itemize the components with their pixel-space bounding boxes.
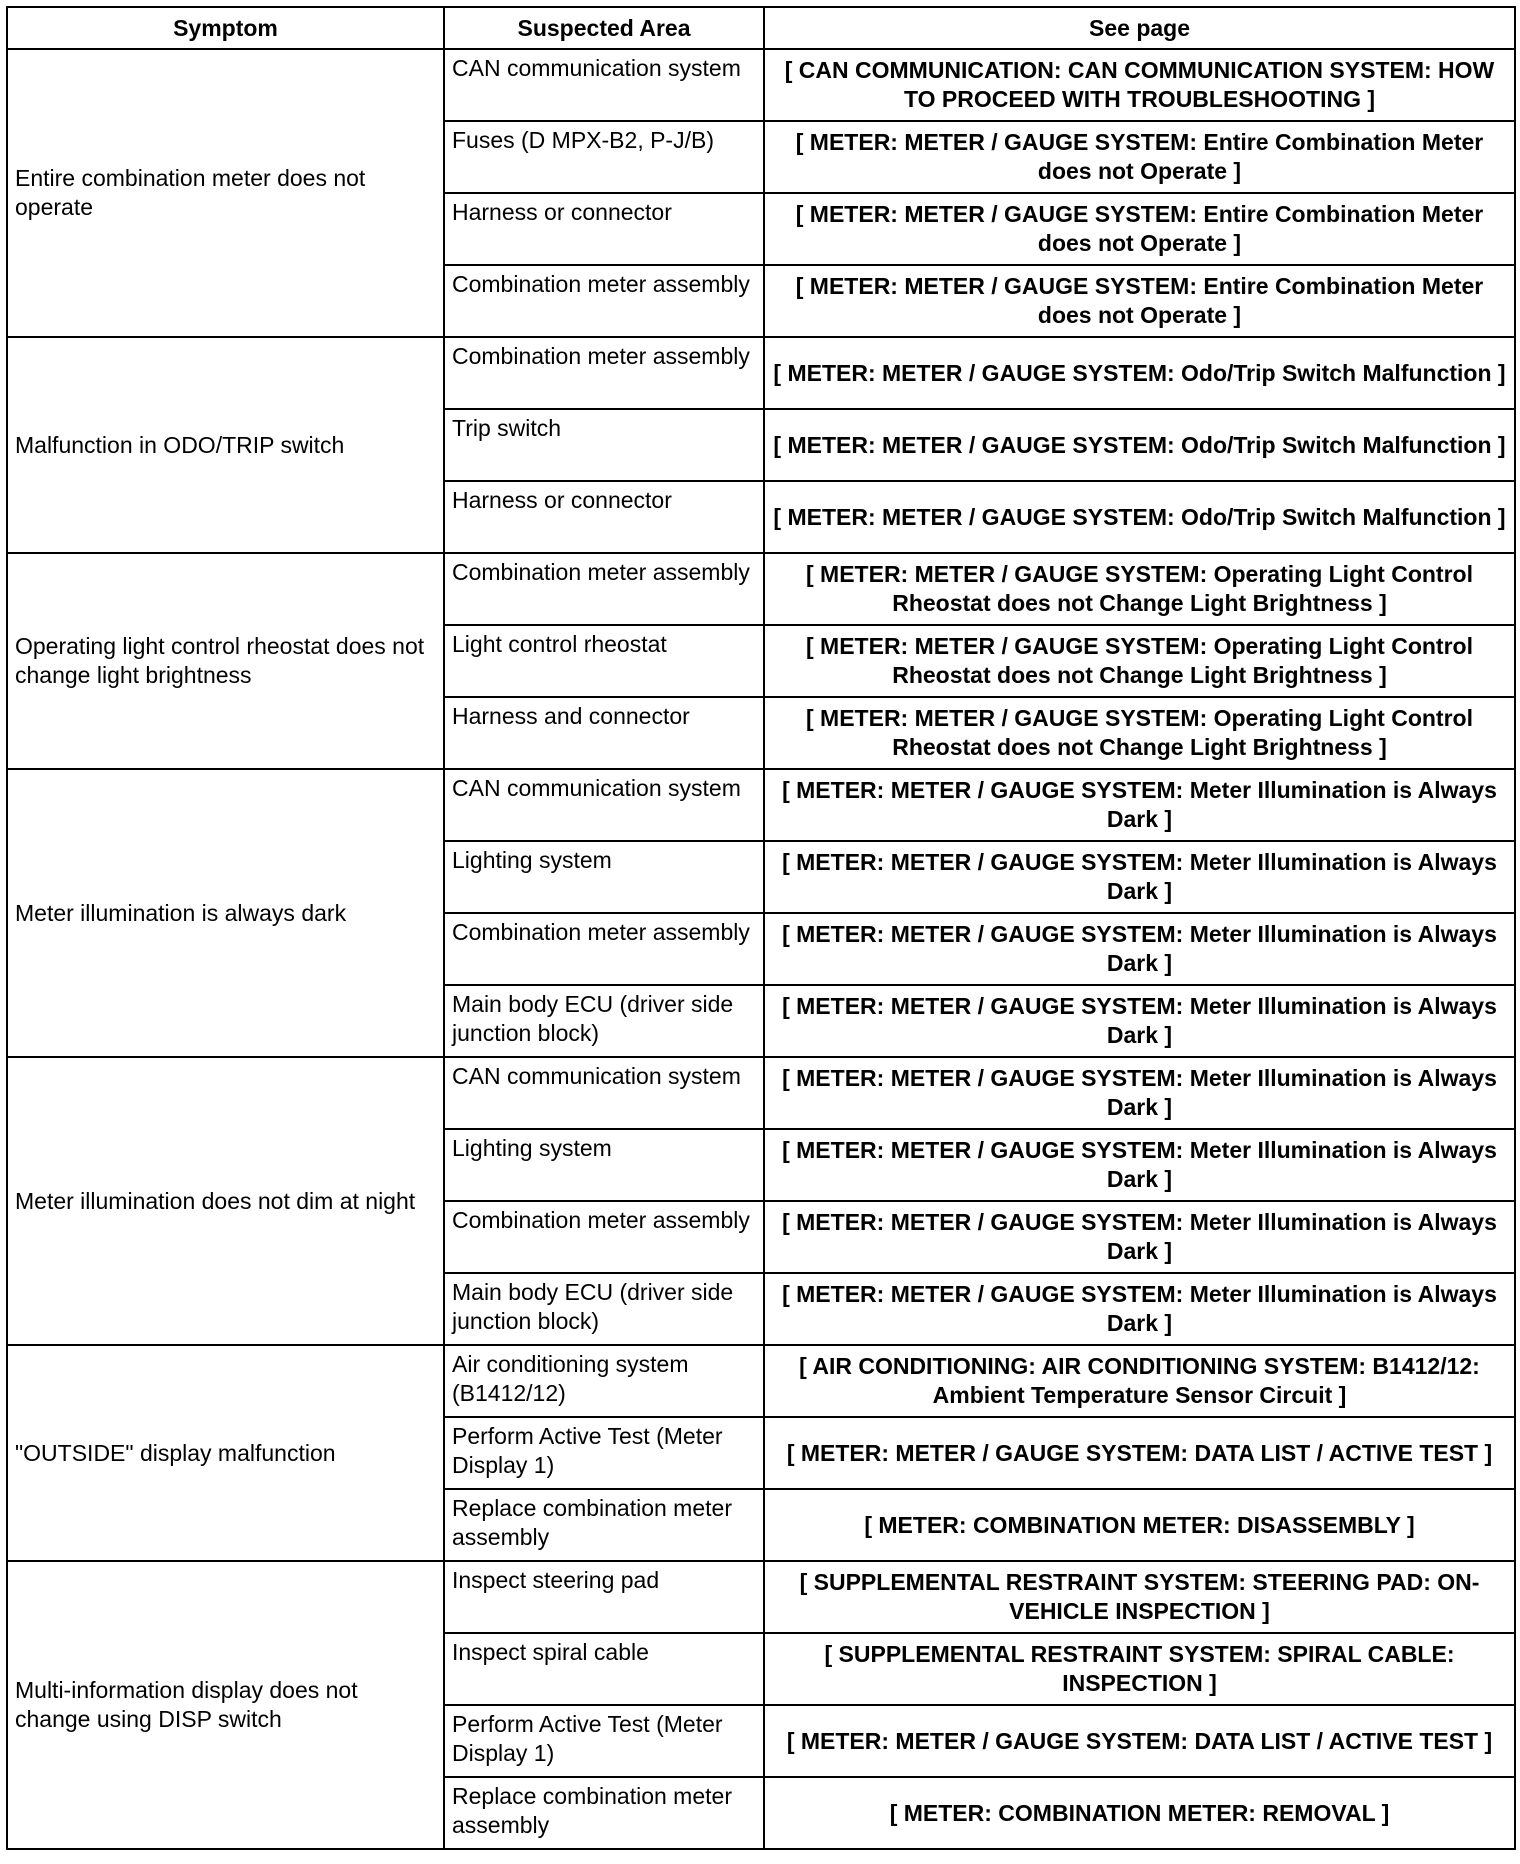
see-page-link[interactable]: [ METER: METER / GAUGE SYSTEM: Meter Illumination is Always Dark ]	[764, 1057, 1515, 1129]
suspected-area-cell: Combination meter assembly	[444, 553, 764, 625]
suspected-area-cell: Main body ECU (driver side junction block)	[444, 985, 764, 1057]
see-page-link[interactable]: [ METER: METER / GAUGE SYSTEM: Odo/Trip Switch Malfunction ]	[764, 409, 1515, 481]
suspected-area-cell: CAN communication system	[444, 1057, 764, 1129]
symptom-cell: Multi-information display does not change using DISP switch	[7, 1561, 444, 1849]
see-page-link[interactable]: [ SUPPLEMENTAL RESTRAINT SYSTEM: SPIRAL CABLE: INSPECTION ]	[764, 1633, 1515, 1705]
see-page-link[interactable]: [ METER: METER / GAUGE SYSTEM: Meter Illumination is Always Dark ]	[764, 769, 1515, 841]
see-page-link[interactable]: [ METER: COMBINATION METER: DISASSEMBLY ]	[764, 1489, 1515, 1561]
problem-symptoms-table	[6, 6, 1516, 1850]
suspected-area-cell: Combination meter assembly	[444, 913, 764, 985]
see-page-link[interactable]: [ METER: METER / GAUGE SYSTEM: Odo/Trip Switch Malfunction ]	[764, 481, 1515, 553]
table-body	[7, 49, 1515, 1849]
see-page-link[interactable]: [ AIR CONDITIONING: AIR CONDITIONING SYSTEM: B1412/12: Ambient Temperature Sensor Circuit ]	[764, 1345, 1515, 1417]
see-page-link[interactable]: [ METER: METER / GAUGE SYSTEM: DATA LIST / ACTIVE TEST ]	[764, 1705, 1515, 1777]
table-row	[7, 769, 1515, 841]
suspected-area-cell: Trip switch	[444, 409, 764, 481]
see-page-link[interactable]: [ METER: METER / GAUGE SYSTEM: DATA LIST / ACTIVE TEST ]	[764, 1417, 1515, 1489]
see-page-link[interactable]: [ METER: METER / GAUGE SYSTEM: Meter Illumination is Always Dark ]	[764, 985, 1515, 1057]
header-symptom: Symptom	[7, 7, 444, 49]
see-page-link[interactable]: [ METER: METER / GAUGE SYSTEM: Meter Illumination is Always Dark ]	[764, 1201, 1515, 1273]
suspected-area-cell: CAN communication system	[444, 49, 764, 121]
symptom-cell: Meter illumination does not dim at night	[7, 1057, 444, 1345]
suspected-area-cell: Lighting system	[444, 841, 764, 913]
suspected-area-cell: Air conditioning system (B1412/12)	[444, 1345, 764, 1417]
see-page-link[interactable]: [ METER: METER / GAUGE SYSTEM: Operating Light Control Rheostat does not Change Light Brightness ]	[764, 553, 1515, 625]
suspected-area-cell: Harness or connector	[444, 193, 764, 265]
suspected-area-cell: Inspect spiral cable	[444, 1633, 764, 1705]
header-suspected-area: Suspected Area	[444, 7, 764, 49]
symptom-cell: "OUTSIDE" display malfunction	[7, 1345, 444, 1561]
see-page-link[interactable]: [ METER: METER / GAUGE SYSTEM: Meter Illumination is Always Dark ]	[764, 913, 1515, 985]
suspected-area-cell: Replace combination meter assembly	[444, 1489, 764, 1561]
symptom-cell: Entire combination meter does not operate	[7, 49, 444, 337]
header-row	[7, 7, 1515, 49]
suspected-area-cell: Combination meter assembly	[444, 1201, 764, 1273]
see-page-link[interactable]: [ METER: METER / GAUGE SYSTEM: Meter Illumination is Always Dark ]	[764, 841, 1515, 913]
suspected-area-cell: Perform Active Test (Meter Display 1)	[444, 1705, 764, 1777]
suspected-area-cell: CAN communication system	[444, 769, 764, 841]
see-page-link[interactable]: [ METER: METER / GAUGE SYSTEM: Meter Illumination is Always Dark ]	[764, 1129, 1515, 1201]
see-page-link[interactable]: [ METER: METER / GAUGE SYSTEM: Entire Combination Meter does not Operate ]	[764, 193, 1515, 265]
suspected-area-cell: Light control rheostat	[444, 625, 764, 697]
see-page-link[interactable]: [ METER: METER / GAUGE SYSTEM: Meter Illumination is Always Dark ]	[764, 1273, 1515, 1345]
suspected-area-cell: Harness or connector	[444, 481, 764, 553]
suspected-area-cell: Harness and connector	[444, 697, 764, 769]
suspected-area-cell: Lighting system	[444, 1129, 764, 1201]
table-row	[7, 1345, 1515, 1417]
symptom-cell: Malfunction in ODO/TRIP switch	[7, 337, 444, 553]
table-row	[7, 553, 1515, 625]
suspected-area-cell: Main body ECU (driver side junction block)	[444, 1273, 764, 1345]
header-see-page: See page	[764, 7, 1515, 49]
suspected-area-cell: Combination meter assembly	[444, 337, 764, 409]
suspected-area-cell: Fuses (D MPX-B2, P-J/B)	[444, 121, 764, 193]
see-page-link[interactable]: [ CAN COMMUNICATION: CAN COMMUNICATION SYSTEM: HOW TO PROCEED WITH TROUBLESHOOTING ]	[764, 49, 1515, 121]
see-page-link[interactable]: [ METER: METER / GAUGE SYSTEM: Entire Combination Meter does not Operate ]	[764, 265, 1515, 337]
suspected-area-cell: Inspect steering pad	[444, 1561, 764, 1633]
see-page-link[interactable]: [ METER: METER / GAUGE SYSTEM: Operating Light Control Rheostat does not Change Light Brightness ]	[764, 697, 1515, 769]
table-row	[7, 337, 1515, 409]
table-row	[7, 1561, 1515, 1633]
symptom-cell: Operating light control rheostat does not change light brightness	[7, 553, 444, 769]
suspected-area-cell: Perform Active Test (Meter Display 1)	[444, 1417, 764, 1489]
see-page-link[interactable]: [ METER: METER / GAUGE SYSTEM: Entire Combination Meter does not Operate ]	[764, 121, 1515, 193]
see-page-link[interactable]: [ METER: METER / GAUGE SYSTEM: Operating Light Control Rheostat does not Change Light Brightness ]	[764, 625, 1515, 697]
table-row	[7, 49, 1515, 121]
see-page-link[interactable]: [ METER: COMBINATION METER: REMOVAL ]	[764, 1777, 1515, 1849]
suspected-area-cell: Replace combination meter assembly	[444, 1777, 764, 1849]
see-page-link[interactable]: [ METER: METER / GAUGE SYSTEM: Odo/Trip Switch Malfunction ]	[764, 337, 1515, 409]
table-row	[7, 1057, 1515, 1129]
see-page-link[interactable]: [ SUPPLEMENTAL RESTRAINT SYSTEM: STEERING PAD: ON-VEHICLE INSPECTION ]	[764, 1561, 1515, 1633]
suspected-area-cell: Combination meter assembly	[444, 265, 764, 337]
symptom-cell: Meter illumination is always dark	[7, 769, 444, 1057]
